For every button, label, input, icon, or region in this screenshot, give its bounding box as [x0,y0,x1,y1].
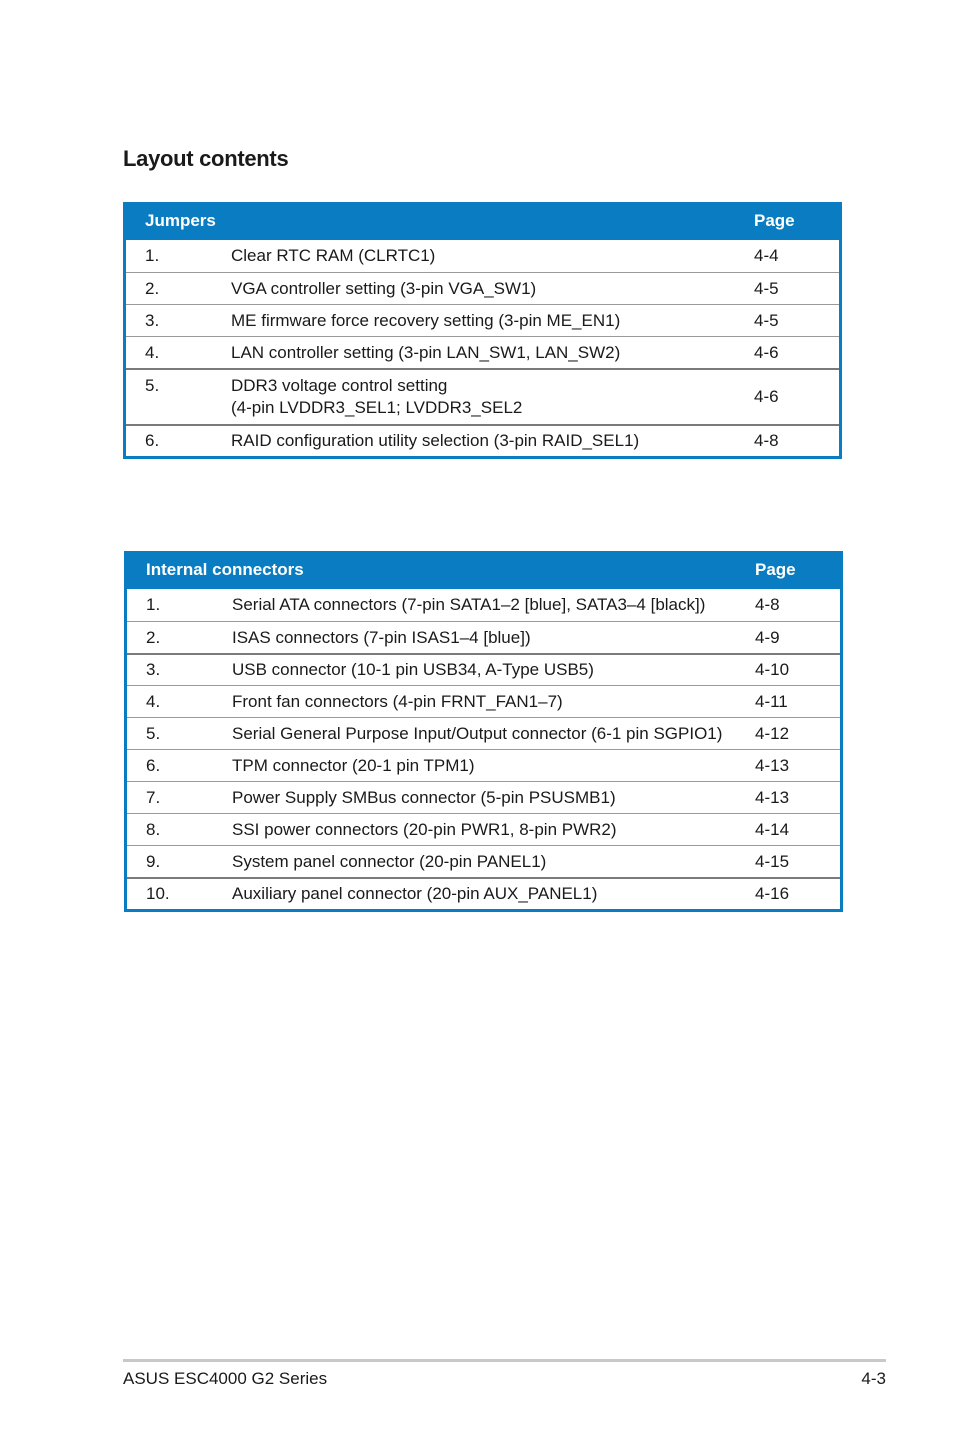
row-description-line-1: DDR3 voltage control setting [231,376,448,395]
row-description: ME firmware force recovery setting (3-pin ME_EN1) [231,310,621,330]
row-page: 4-6 [754,387,779,406]
row-description: Front fan connectors (4-pin FRNT_FAN1–7) [232,691,563,711]
row-description: Power Supply SMBus connector (5-pin PSUSMB1) [232,787,616,807]
row-page: 4-13 [755,787,790,807]
row-description [231,375,754,419]
row-description: System panel connector (20-pin PANEL1) [232,851,547,871]
table-row [126,368,839,424]
table-row [126,424,839,456]
table-row [127,621,840,653]
row-page: 4-9 [755,627,780,647]
row-page: 4-6 [754,342,779,362]
row-page: 4-10 [755,660,790,679]
row-description: LAN controller setting (3-pin LAN_SW1, LAN_SW2) [231,342,621,362]
row-number: 9. [146,851,161,871]
internal-table-header [127,554,840,589]
row-number: 1. [146,595,161,614]
table-row [126,336,839,368]
row-number: 3. [145,310,160,330]
table-row [127,813,840,845]
footer-product-name: ASUS ESC4000 G2 Series [123,1369,328,1388]
row-description-line-2: (4-pin LVDDR3_SEL1; LVDDR3_SEL2 [231,398,523,417]
footer-divider [123,1359,886,1362]
row-number: 10. [146,884,170,903]
table-row [127,589,840,621]
row-number: 5. [145,376,160,395]
row-page: 4-5 [754,310,779,330]
row-page: 4-12 [755,723,790,743]
table-row [127,685,840,717]
row-page: 4-14 [755,819,790,839]
row-page: 4-8 [754,431,779,450]
row-description: VGA controller setting (3-pin VGA_SW1) [231,278,537,298]
row-page: 4-5 [754,278,779,298]
jumpers-table-header [126,205,839,240]
row-description: Auxiliary panel connector (20-pin AUX_PANEL1) [232,884,598,903]
table-row [127,749,840,781]
row-page: 4-16 [755,884,790,903]
row-number: 6. [145,431,160,450]
row-number: 2. [146,627,161,647]
row-description: Serial ATA connectors (7-pin SATA1–2 [blue], SATA3–4 [black]) [232,595,706,614]
row-number: 2. [145,278,160,298]
row-number: 7. [146,787,161,807]
jumpers-header-page: Page [754,211,795,230]
table-row [127,877,840,909]
row-page: 4-4 [754,246,779,265]
row-page: 4-11 [755,691,788,711]
footer-page-number: 4-3 [861,1369,886,1388]
row-description: Clear RTC RAM (CLRTC1) [231,246,436,265]
internal-connectors-table [124,551,843,912]
row-description: Serial General Purpose Input/Output connector (6-1 pin SGPIO1) [232,723,723,743]
row-number: 6. [146,755,161,775]
row-description: USB connector (10-1 pin USB34, A-Type USB5) [232,660,594,679]
row-page: 4-15 [755,851,790,871]
row-number: 1. [145,246,160,265]
table-row [127,653,840,685]
internal-header-title: Internal connectors [146,560,304,579]
row-number: 5. [146,723,161,743]
row-description: ISAS connectors (7-pin ISAS1–4 [blue]) [232,627,531,647]
internal-header-page: Page [755,560,796,579]
row-number: 8. [146,819,161,839]
row-number: 4. [145,342,160,362]
table-row [126,240,839,272]
table-row [126,272,839,304]
jumpers-header-title: Jumpers [145,211,216,230]
row-description: SSI power connectors (20-pin PWR1, 8-pin PWR2) [232,819,617,839]
row-description: RAID configuration utility selection (3-pin RAID_SEL1) [231,431,640,450]
row-page: 4-8 [755,595,780,614]
page-title: Layout contents [123,146,289,171]
table-row [127,717,840,749]
table-row [127,845,840,877]
row-page: 4-13 [755,755,790,775]
table-row [127,781,840,813]
row-number: 4. [146,691,161,711]
row-description: TPM connector (20-1 pin TPM1) [232,755,475,775]
jumpers-table [123,202,842,459]
row-number: 3. [146,660,161,679]
table-row [126,304,839,336]
